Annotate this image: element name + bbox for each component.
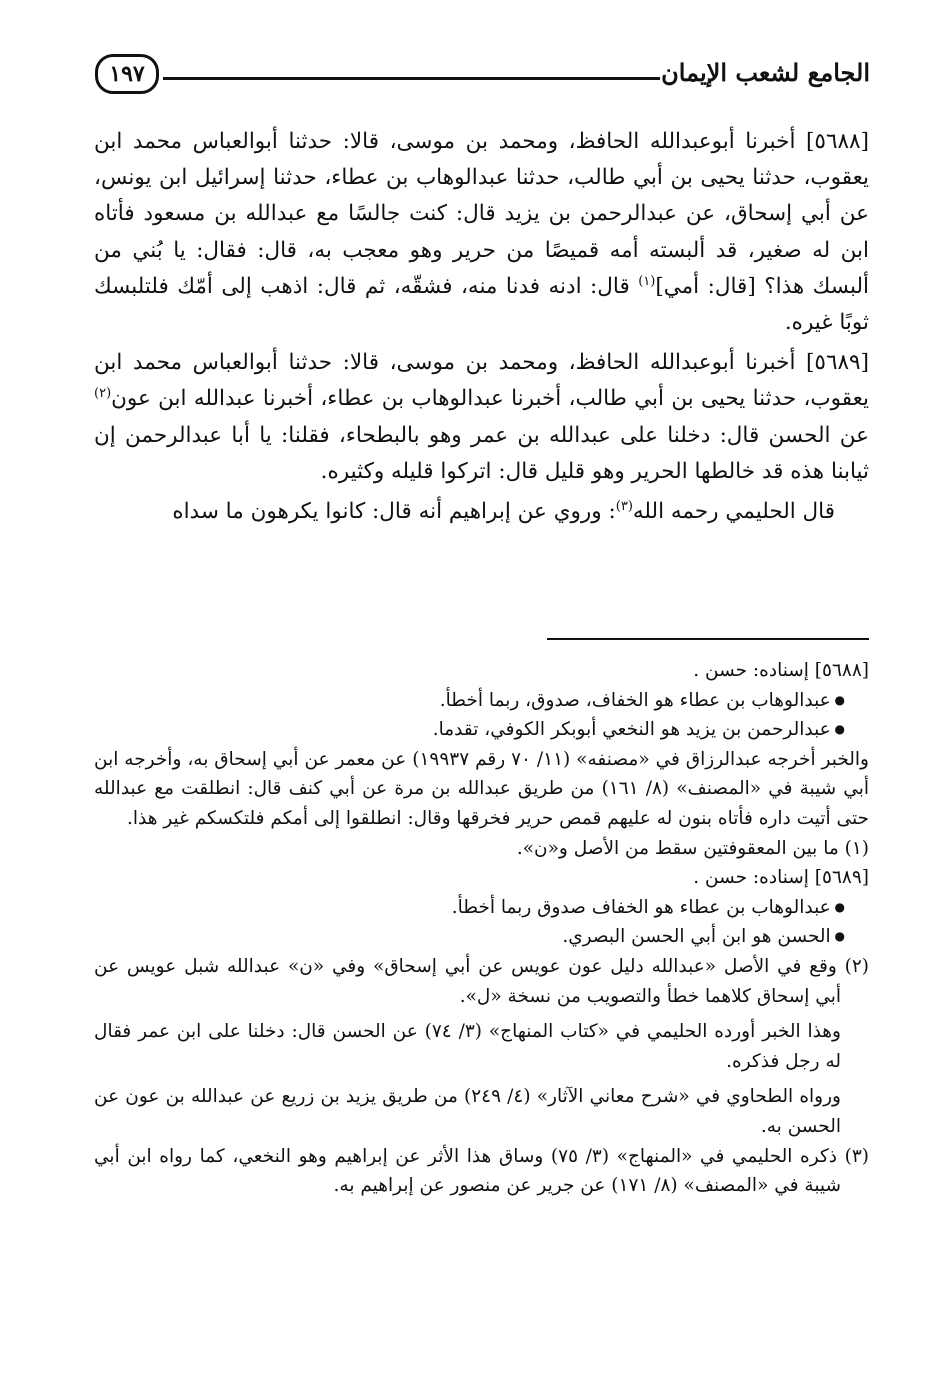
footnote-2: (٢) وقع في الأصل «عبدالله دليل عون عويس عن أبي إسحاق» وفي «ن» عبدالله شبل عويس عن أبي إسحاق كلاهما خطأ والتصويب من نسخة «ل». bbox=[94, 955, 869, 1007]
takhrij-5689-bullet-2: ● الحسن هو ابن أبي الحسن البصري. bbox=[94, 922, 869, 952]
footnote-1: (١) ما بين المعقوفتين سقط من الأصل و«ن». bbox=[516, 837, 869, 859]
takhrij-5688-text: والخبر أخرجه عبدالرزاق في «مصنفه» (١١/ ٧٠ رقم ١٩٩٣٧) عن معمر عن أبي إسحاق به، وأخرجه ابن أبي شيبة في «المصنف» (٨/ ١٦١) من طريق عبدالله بن مرة عن أبي كنف قال: انطلقت مع عبدالله حتى أتيت داره فأتاه بنون له عليهم قمص حرير فخرقها وقال: انطلقوا إلى أمكم فلتكسكم غير هذا. bbox=[94, 748, 869, 829]
hadith-5689 bbox=[94, 345, 869, 490]
footnote-ref-3: (٣) bbox=[615, 498, 633, 514]
page-header bbox=[95, 50, 870, 102]
takhrij-5689-bullet-1: ● عبدالوهاب بن عطاء هو الخفاف صدوق ربما أخطأ. bbox=[94, 893, 869, 923]
halimi-quote-end: : وروي عن إبراهيم أنه قال: كانوا يكرهون ما سداه bbox=[172, 499, 616, 525]
header-rule bbox=[163, 77, 660, 80]
main-text bbox=[94, 124, 869, 534]
footnotes bbox=[94, 656, 869, 1201]
running-title: الجامع لشعب الإيمان bbox=[661, 58, 870, 87]
page-number: ١٩٧ bbox=[95, 54, 159, 94]
footnote-3: (٣) ذكره الحليمي في «المنهاج» (٣/ ٧٥) وساق هذا الأثر عن إبراهيم وهو النخعي، كما رواه ابن أبي شيبة في «المصنف» (٨/ ١٧١) عن جرير عن منصور عن إبراهيم به. bbox=[94, 1145, 869, 1197]
takhrij-5688-bullet-2: ● عبدالرحمن بن يزيد هو النخعي أبوبكر الكوفي، تقدما. bbox=[94, 715, 869, 745]
footnote-separator bbox=[547, 638, 869, 640]
hadith-5688-text: [٥٦٨٨] أخبرنا أبوعبدالله الحافظ، ومحمد بن موسى، قالا: حدثنا أبوالعباس محمد ابن يعقوب، حدثنا يحيى بن أبي طالب، حدثنا عبدالوهاب بن عطاء، حدثنا إسرائيل ابن يونس، عن أبي إسحاق، عن عبدالرحمن بن يزيد قال: كنت جالسًا مع عبدالله بن مسعود فأتاه ابن له صغير، قد ألبسته أمه قميصًا من حرير وهو معجب به، قال: فقال: يا بُني من ألبسك هذا؟ [قال: أمي] bbox=[94, 129, 869, 299]
footnote-ref-2: (٢) bbox=[94, 386, 112, 402]
hadith-5689-end: عن الحسن قال: دخلنا على عبدالله بن عمر وهو بالبطحاء، فقلنا: يا أبا عبدالرحمن إن ثيابنا هذه قد خالطها الحرير وهو قليل قال: اتركوا قليله وكثيره. bbox=[94, 422, 869, 484]
halimi-quote bbox=[94, 494, 869, 530]
halimi-quote-text: قال الحليمي رحمه الله bbox=[632, 499, 835, 525]
takhrij-5688-head: [٥٦٨٨] إسناده: حسن . bbox=[693, 660, 869, 681]
hadith-5688 bbox=[94, 124, 869, 341]
hadith-5689-text: [٥٦٨٩] أخبرنا أبوعبدالله الحافظ، ومحمد بن موسى، قالا: حدثنا أبوالعباس محمد ابن يعقوب، حدثنا يحيى بن أبي طالب، أخبرنا عبدالوهاب بن عطاء، أخبرنا عبدالله ابن عون bbox=[94, 350, 869, 412]
footnote-2-text-1: وهذا الخبر أورده الحليمي في «كتاب المنهاج» (٣/ ٧٤) عن الحسن قال: دخلنا على ابن عمر فقال له رجل فذكره. bbox=[94, 1021, 841, 1072]
footnote-2-text-2: ورواه الطحاوي في «شرح معاني الآثار» (٤/ ٢٤٩) من طريق يزيد بن زريع عن عبدالله بن عون عن الحسن به. bbox=[94, 1086, 841, 1137]
hadith-5688-end: قال: ادنه فدنا منه، فشقّه، ثم قال: اذهب إلى أمّك فلتلبسك ثوبًا غيره. bbox=[94, 273, 869, 336]
takhrij-5688-bullet-1: ● عبدالوهاب بن عطاء هو الخفاف، صدوق، ربما أخطأ. bbox=[94, 686, 869, 716]
takhrij-5689-head: [٥٦٨٩] إسناده: حسن . bbox=[693, 867, 869, 889]
footnote-ref-1: (١) bbox=[638, 273, 656, 289]
